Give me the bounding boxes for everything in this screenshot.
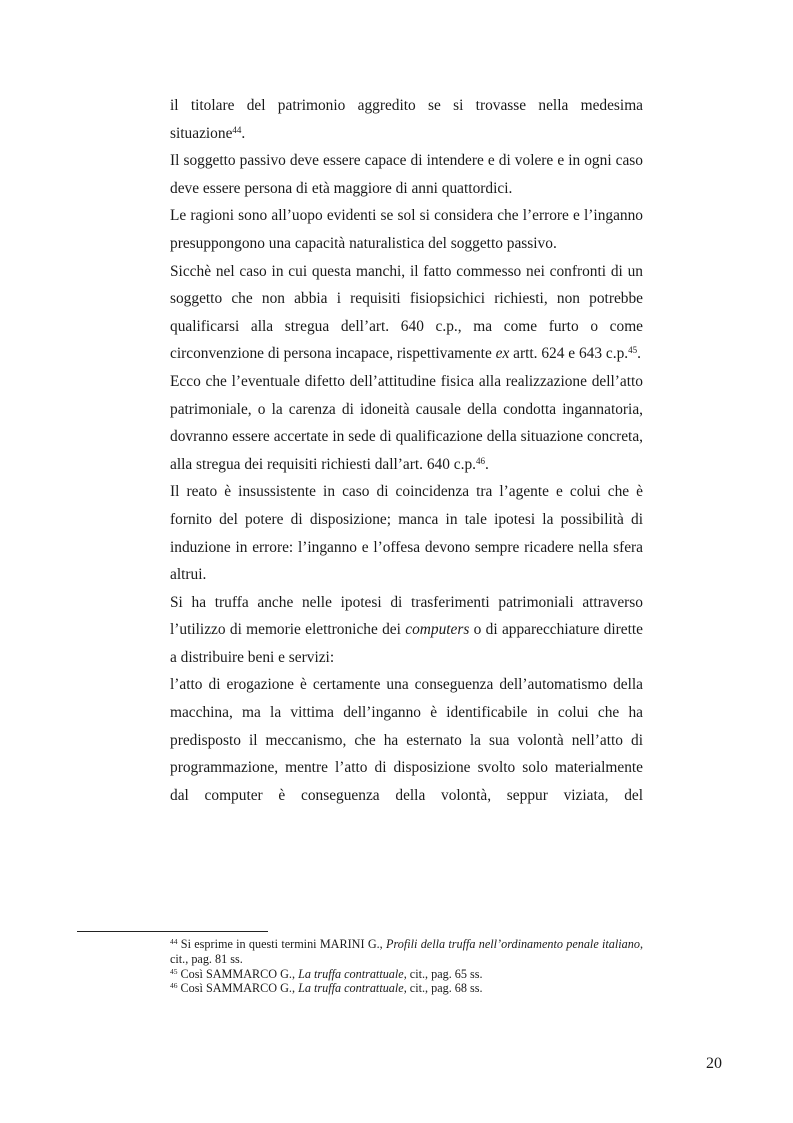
footnote-ref: 45: [628, 345, 638, 356]
paragraph: l’atto di erogazione è certamente una conseguenza dell’automatismo della macchina, ma la vittima dell’inganno è identificabile in colui che ha predisposto il meccanismo, che ha esternato la sua volontà nell’atto di programmazione, mentre l’atto di disposizione svolto solo materialmente dal computer è conseguenza della volontà, seppur viziata, del: [170, 676, 643, 804]
paragraph: Il reato è insussistente in caso di coincidenza tra l’agente e colui che è fornito del potere di disposizione; manca in tale ipotesi la possibilità di induzione in errore: l’inganno e l’offesa devono sempre ricadere nella sfera altrui.: [170, 483, 643, 584]
footnotes: [170, 937, 643, 996]
footnote: $^{44}$ Si esprime in questi termini MARINI G., Profili della truffa nell’ordinamento penale italiano, cit., pag. 81 ss.: [170, 937, 643, 966]
footnote-ref: 44: [232, 124, 242, 135]
page-number: 20: [706, 1055, 722, 1072]
paragraph: Il soggetto passivo deve essere capace di intendere e di volere e in ogni caso deve essere persona di età maggiore di anni quattordici.: [170, 152, 643, 197]
paragraph: Si ha truffa anche nelle ipotesi di trasferimenti patrimoniali attraverso l’utilizzo di memorie elettroniche dei computers o di apparecchiature dirette a distribuire beni e servizi:: [170, 593, 643, 666]
footnote-ref: 46: [476, 455, 486, 466]
paragraph: Ecco che l’eventuale difetto dell’attitudine fisica alla realizzazione dell’atto patrimoniale, o la carenza di idoneità causale della condotta ingannatoria, dovranno essere accertate in sede di qualificazione della situazione concreta, alla stregua dei requisiti richiesti dall’art. 640 c.p.$^{46}$.: [170, 372, 643, 473]
paragraph: Sicchè nel caso in cui questa manchi, il fatto commesso nei confronti di un soggetto che non abbia i requisiti fisiopsichici richiesti, non potrebbe qualificarsi alla stregua dell’art. 640 c.p., ma come furto o come circonvenzione di persona incapace, rispettivamente ex artt. 624 e 643 c.p.$^{45}$.: [170, 262, 643, 363]
body-text: [170, 92, 643, 809]
footnote: $^{45}$ Così SAMMARCO G., La truffa contrattuale, cit., pag. 65 ss.: [170, 966, 483, 981]
footnote-separator: [77, 931, 268, 932]
paragraph: Le ragioni sono all’uopo evidenti se sol si considera che l’errore e l’inganno presuppongono una capacità naturalistica del soggetto passivo.: [170, 207, 643, 252]
footnote: $^{46}$ Così SAMMARCO G., La truffa contrattuale, cit., pag. 68 ss.: [170, 981, 483, 996]
paragraph: il titolare del patrimonio aggredito se si trovasse nella medesima situazione$^{44}$.: [170, 97, 643, 142]
